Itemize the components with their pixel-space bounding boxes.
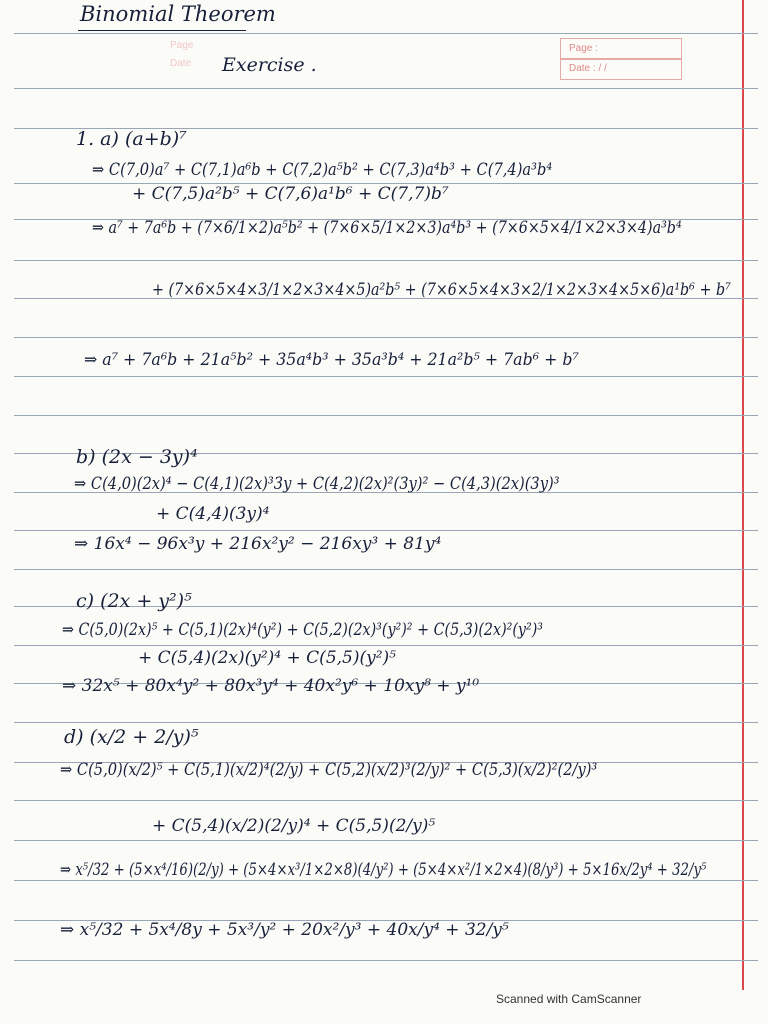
equation-line: + C(7,5)a²b⁵ + C(7,6)a¹b⁶ + C(7,7)b⁷ (132, 184, 449, 204)
ruled-line (14, 880, 758, 881)
page-title: Binomial Theorem (80, 2, 276, 26)
equation-line: + C(5,4)(x/2)(2/y)⁴ + C(5,5)(2/y)⁵ (152, 816, 436, 836)
equation-line: ⇒ a⁷ + 7a⁶b + (7×6/1×2)a⁵b² + (7×6×5/1×2×3)a⁴b³ + (7×6×5×4/1×2×3×4)a³b⁴ (92, 218, 682, 238)
ruled-line (14, 645, 758, 646)
equation-line: ⇒ 32x⁵ + 80x⁴y² + 80x³y⁴ + 40x²y⁶ + 10xy⁸ + y¹⁰ (62, 676, 480, 696)
ruled-line (14, 33, 758, 34)
equation-line: ⇒ x⁵/32 + (5×x⁴/16)(2/y) + (5×4×x³/1×2×8)(4/y²) + (5×4×x²/1×2×4)(8/y³) + 5×16x/2y⁴ + 32/y⁵ (60, 860, 707, 880)
ruled-line (14, 88, 758, 89)
equation-line: + C(5,4)(2x)(y²)⁴ + C(5,5)(y²)⁵ (138, 648, 396, 668)
problem-1c-label: c) (2x + y²)⁵ (76, 590, 192, 612)
date-box: Date : / / (560, 58, 682, 80)
equation-line: ⇒ C(5,0)(2x)⁵ + C(5,1)(2x)⁴(y²) + C(5,2)(2x)³(y²)² + C(5,3)(2x)²(y²)³ (62, 620, 544, 640)
problem-1a-label: 1. a) (a+b)⁷ (76, 128, 187, 150)
equation-line: ⇒ 16x⁴ − 96x³y + 216x²y² − 216xy³ + 81y⁴ (74, 534, 442, 554)
equation-line: + C(4,4)(3y)⁴ (156, 504, 270, 524)
ruled-line (14, 337, 758, 338)
equation-line: ⇒ C(5,0)(x/2)⁵ + C(5,1)(x/2)⁴(2/y) + C(5,2)(x/2)³(2/y)² + C(5,3)(x/2)²(2/y)³ (60, 760, 598, 780)
equation-line: ⇒ a⁷ + 7a⁶b + 21a⁵b² + 35a⁴b³ + 35a³b⁴ + 21a²b⁵ + 7ab⁶ + b⁷ (84, 350, 579, 370)
ruled-line (14, 800, 758, 801)
equation-line: ⇒ x⁵/32 + 5x⁴/8y + 5x³/y² + 20x²/y³ + 40x/y⁴ + 32/y⁵ (60, 920, 509, 940)
exercise-heading: Exercise . (222, 54, 317, 76)
problem-1b-label: b) (2x − 3y)⁴ (76, 446, 198, 468)
ruled-line (14, 376, 758, 377)
ruled-line (14, 960, 758, 961)
ruled-line (14, 569, 758, 570)
ruled-line (14, 722, 758, 723)
faded-stamp-mark: Page (170, 40, 194, 51)
ruled-line (14, 415, 758, 416)
scanner-watermark: Scanned with CamScanner (496, 992, 642, 1006)
problem-1d-label: d) (x/2 + 2/y)⁵ (64, 726, 199, 748)
ruled-line (14, 840, 758, 841)
ruled-line (14, 260, 758, 261)
ruled-line (14, 530, 758, 531)
equation-line: + (7×6×5×4×3/1×2×3×4×5)a²b⁵ + (7×6×5×4×3×2/1×2×3×4×5×6)a¹b⁶ + b⁷ (152, 280, 731, 300)
title-underline (78, 30, 246, 31)
equation-line: ⇒ C(4,0)(2x)⁴ − C(4,1)(2x)³3y + C(4,2)(2x)²(3y)² − C(4,3)(2x)(3y)³ (74, 474, 560, 494)
faded-stamp-mark: Date (170, 58, 192, 69)
equation-line: ⇒ C(7,0)a⁷ + C(7,1)a⁶b + C(7,2)a⁵b² + C(7,3)a⁴b³ + C(7,4)a³b⁴ (92, 160, 553, 180)
margin-line (742, 0, 744, 990)
page-number-box: Page : (560, 38, 682, 60)
